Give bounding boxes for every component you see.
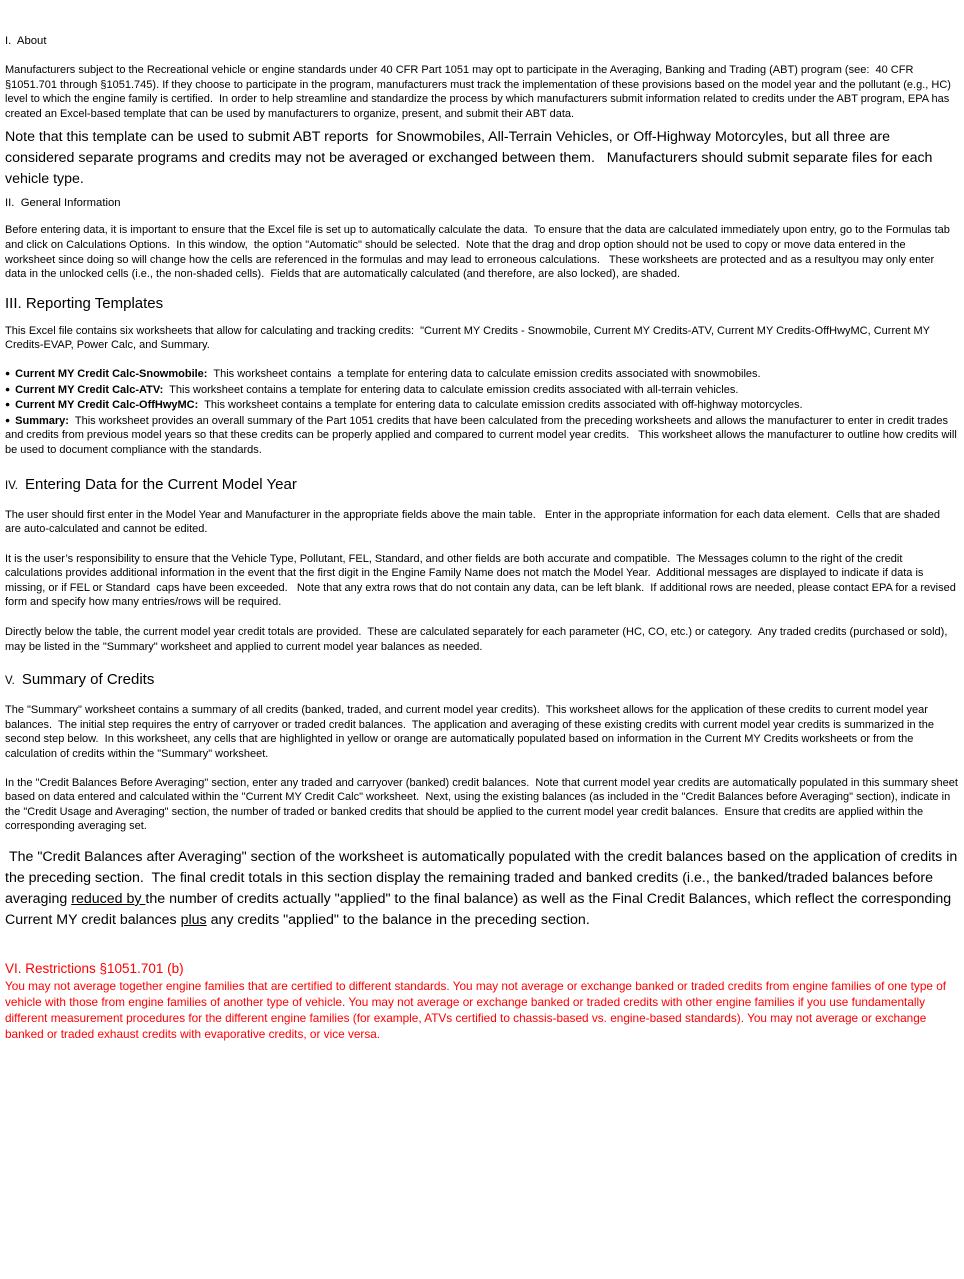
section-restrictions-paragraph: You may not average together engine families that are certified to different standards. You may not average or exchange banked or traded credits from engine families of one type of vehicle with those from engine families of another type of vehicle. You may not average or exchange banked or traded credits with other engine families if you use fundamentally different measurement procedures for the different engine families (for example, ATVs certified to chassis-based vs. engine-based standards). You may not average or exchange banked or traded exhaust credits with evaporative credits, or vice versa. [5,979,950,1041]
underlined-phrase: plus [180,912,207,928]
section-templates-heading: III. Reporting Templates [5,294,164,312]
worksheet-bullet-list [5,366,958,458]
section-summary-paragraph-3 [5,847,962,931]
section-about-heading: I. About [5,35,47,47]
section-summary-paragraph-1: The "Summary" worksheet contains a summary of all credits (banked, traded, and current model year credits). This worksheet allows for the application of these credits to current model year balances. The initial step requires the entry of carryover or traded credit balances. The application and averaging of these existing credits with current model year credits is summarized in the second step below. In this worksheet, any cells that are highlighted in yellow or orange are automatically populated based on information in the Current MY Credits worksheets or from the calculation of credits within the "Summary" worksheet. [5,704,938,761]
section-entering-paragraph-1: The user should first enter in the Model Year and Manufacturer in the appropriate fields above the main table. Enter in the appropriate information for each data element. Cells that are shaded are auto-calculated and cannot be edited. [5,508,944,536]
paragraph-segment: the number of credits actually "applied" to the final balance) as well as the Final Credit Balances, which reflect the corresponding Current MY credit balances [5,891,956,928]
bullet-label: Summary: [15,414,69,427]
bullet-icon: ● [5,383,11,394]
underlined-phrase: reduced by [71,891,146,907]
section-about-paragraph: Manufacturers subject to the Recreational vehicle or engine standards under 40 CFR Part 1051 may opt to participate in the Averaging, Banking and Trading (ABT) program (see: 40 CFR §1051.701 through §1051.745). If they choose to participate in the program, manufacturers must track the implementation of these provisions based on the model year and the pollutant (e.g., HC) level to which the engine family is certified. In order to help streamline and standardize the process by which manufacturers submit information related to credits under the ABT program, EPA has created an Excel-based template that can be used by manufacturers to organize, present, and submit their ABT data. [5,64,955,120]
section-templates-intro-paragraph: This Excel file contains six worksheets that allow for calculating and tracking credits: "Current MY Credits - Snowmobile, Current MY Credits-ATV, Current MY Credits-OffHwyMC, Current MY Credits-EVAP, Power Calc, and Summary. [5,324,933,352]
bullet-text: This worksheet contains a template for entering data to calculate emission credits associated with all-terrain vehicles. [163,383,739,396]
bullet-label: Current MY Credit Calc-Snowmobile: [15,367,208,380]
bullet-item-summary [5,413,958,458]
bullet-icon: ● [5,367,11,378]
section-about-note-paragraph: Note that this template can be used to submit ABT reports for Snowmobiles, All-Terrain Vehicles, or Off-Highway Motorcyles, but all three are considered separate programs and credits may not be averaged or exchanged between them. Manufacturers should submit separate files for each vehicle type. [5,129,937,188]
paragraph-segment: The "Credit Balances after Averaging" section of the worksheet is automatically populated with the credit balances based on the application of credits in the preceding section. The final credit totals in this section display the remaining traded and banked credits (i.e., the banked/traded balances before averaging [5,849,962,907]
section-entering-title: Entering Data for the Current Model Year [25,475,297,493]
paragraph-segment: any credits "applied" to the balance in the preceding section. [206,912,590,928]
bullet-item-offhwymc [5,397,958,413]
bullet-item-snowmobile [5,366,958,382]
section-summary-numeral: V. [5,675,15,688]
bullet-icon: ● [5,414,11,425]
bullet-label: Current MY Credit Calc-ATV: [15,383,164,396]
bullet-text: This worksheet provides an overall summary of the Part 1051 credits that have been calculated from the preceding worksheets and allows the manufacturer to enter in credit trades and credits from previous model years so that these credits can be properly applied and compared to current model year credits. This worksheet allows the manufacturer to outline how credits will be used to document compliance with the standards. [5,414,960,456]
section-entering-numeral: IV. [5,479,19,492]
section-general-heading: II. General Information [5,197,121,210]
section-summary-title: Summary of Credits [21,671,155,689]
section-restrictions-heading: VI. Restrictions §1051.701 (b) [5,961,184,976]
bullet-label: Current MY Credit Calc-OffHwyMC: [15,399,199,412]
bullet-item-atv [5,382,958,398]
section-entering-heading [5,476,958,495]
section-summary-heading [5,671,958,690]
section-general-paragraph: Before entering data, it is important to ensure that the Excel file is set up to automatically calculate the data. To ensure that the data are calculated immediately upon entry, go to the Formulas tab and click on Calculations Options. In this window, the option "Automatic" should be selected. Note that the drag and drop option should not be used to copy or move data entered in the worksheet since doing so will change how the cells are referenced in the formulas and may lead to erroneous calculations. These worksheets are protected and as a resultyou may only enter data in the unlocked cells (i.e., the non-shaded cells). Fields that are automatically calculated (and therefore, are also locked), are shaded. [5,224,953,281]
bullet-text: This worksheet contains a template for entering data to calculate emission credits associated with snowmobiles. [207,367,761,380]
bullet-icon: ● [5,399,11,410]
section-entering-paragraph-2: It is the user’s responsibility to ensure that the Vehicle Type, Pollutant, FEL, Standard, and other fields are both accurate and compatible. The Messages column to the right of the credit calculations provides additional information in the event that the first digit in the Engine Family Name does not match the Model Year. Additional messages are displayed to indicate if data is missing, or if FEL or Standard caps have been exceeded. Note that any extra rows that do not contain any data, can be left blank. If additional rows are needed, please contact EPA for a revised form and specify how many entries/rows will be required. [5,552,959,609]
section-entering-paragraph-3: Directly below the table, the current model year credit totals are provided. These are calculated separately for each parameter (HC, CO, etc.) or category. Any traded credits (purchased or sold), may be listed in the "Summary" worksheet and applied to current model year balances as needed. [5,626,951,653]
bullet-text: This worksheet contains a template for entering data to calculate emission credits associated with off-highway motorcycles. [198,399,803,412]
section-summary-paragraph-2: In the "Credit Balances Before Averaging" section, enter any traded and carryover (banked) credit balances. Note that current model year credits are automatically populated in this summary sheet based on data entered and calculated within the "Current MY Credit Calc" worksheet. Next, using the existing balances (as included in the "Credit Balances before Averaging" section), indicate in the "Credit Usage and Averaging" section, the number of traded or banked credits that should be applied to the current model year credit balances. Ensure that credits are applied within the corresponding averaging set. [5,776,961,833]
